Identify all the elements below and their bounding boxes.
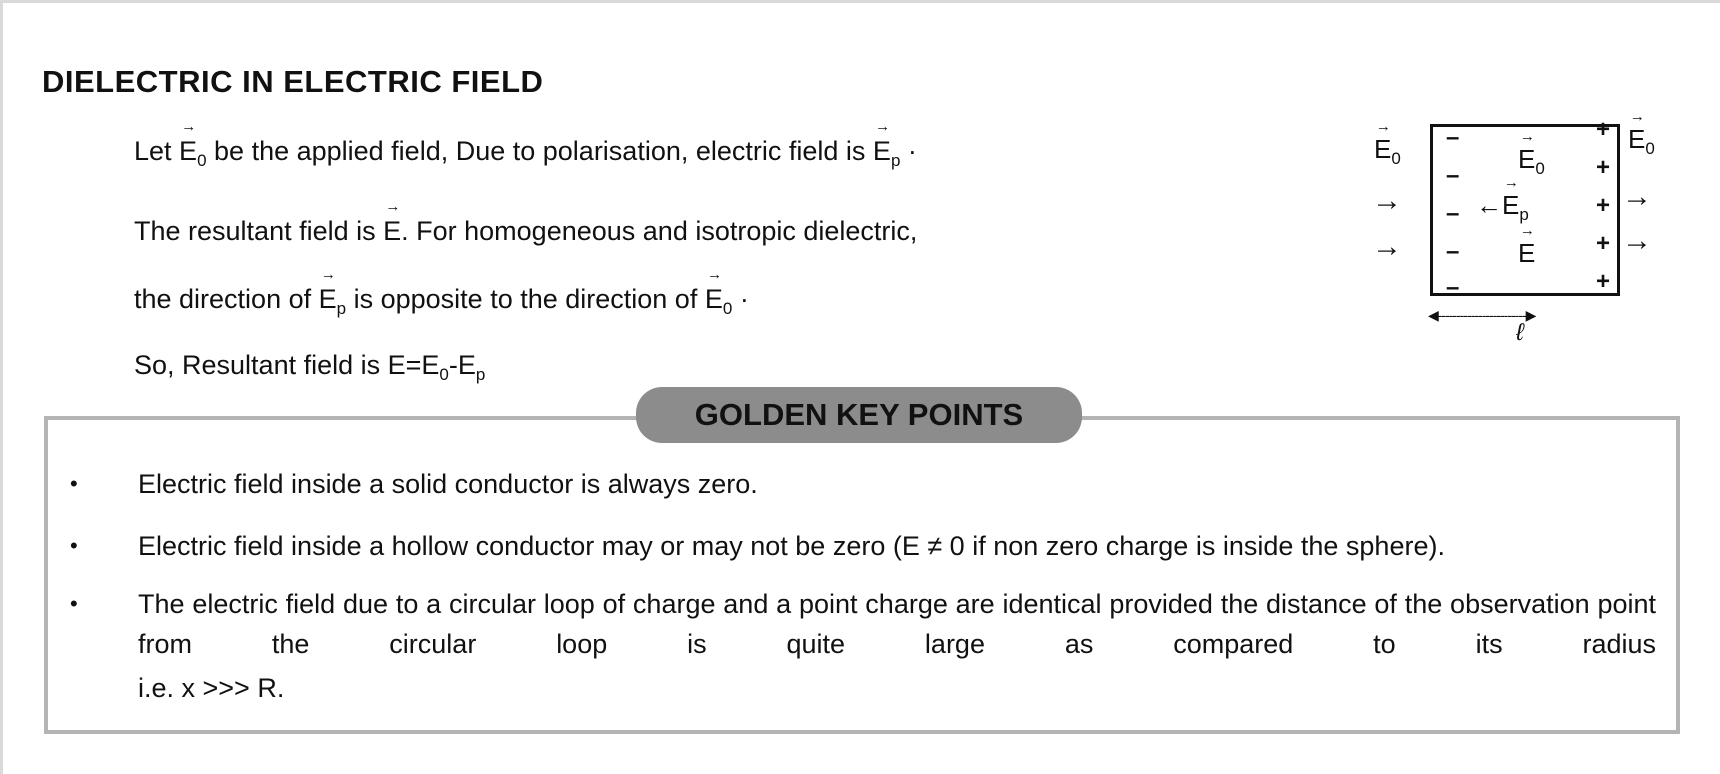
vector-E	[383, 216, 401, 247]
key-point-text: Electric field inside a solid conductor is always zero.	[138, 469, 758, 499]
length-label: ℓ	[1516, 319, 1524, 346]
arrow-right-icon: →	[1372, 184, 1402, 217]
bullet-icon: •	[70, 533, 78, 558]
para-line-2	[134, 216, 917, 247]
subscript-0: 0	[197, 151, 207, 170]
minus-sign: –	[1446, 274, 1460, 301]
vector-E0	[705, 284, 723, 315]
text-run: -E	[448, 350, 476, 380]
subscript-0: 0	[722, 299, 733, 318]
arrow-right-icon: →	[1622, 224, 1652, 257]
para-line-3	[134, 284, 749, 319]
vector-Ep	[319, 284, 337, 315]
plus-sign: +	[1596, 154, 1611, 181]
minus-sign: –	[1446, 238, 1460, 265]
text-run: Let	[134, 136, 180, 166]
symbol-E: E	[872, 136, 891, 166]
para-line-1	[134, 136, 917, 171]
subscript-0: 0	[439, 365, 449, 384]
minus-sign: –	[1446, 200, 1460, 227]
arrow-right-icon: →	[1372, 230, 1402, 263]
plus-sign: +	[1596, 192, 1611, 219]
plus-sign: +	[1596, 230, 1611, 257]
key-point-text: Electric field inside a hollow conductor may or may not be zero (E ≠ 0 if non zero charge is inside the sphere).	[138, 531, 1445, 561]
section-heading: DIELECTRIC IN ELECTRIC FIELD	[42, 64, 544, 99]
label-Ep-inside: ←→ $E_p$	[1476, 192, 1529, 228]
minus-sign: –	[1446, 162, 1460, 189]
dielectric-slab-figure	[1360, 110, 1690, 350]
symbol-E: E	[179, 136, 198, 166]
para-line-4	[134, 350, 485, 385]
bullet-icon: •	[70, 591, 78, 616]
key-point-text: i.e. x >>> R.	[138, 673, 285, 703]
subscript-p: p	[336, 299, 347, 318]
key-point-2	[70, 526, 1656, 566]
golden-key-points-banner: GOLDEN KEY POINTS	[636, 387, 1082, 443]
vector-Ep	[873, 136, 891, 167]
golden-key-points-box	[44, 416, 1680, 734]
text-run: ·	[900, 136, 917, 166]
key-point-3	[70, 584, 1656, 664]
plus-sign: +	[1596, 116, 1611, 143]
text-run: . For homogeneous and isotropic dielectric,	[401, 216, 918, 246]
key-point-text: The electric field due to a circular loop of charge and a point charge are identical provided the distance of the observation point from the circular loop is quite large as compared to its radius	[138, 589, 1656, 659]
text-run: The resultant field is	[134, 216, 384, 246]
label-E0-left: → $E_0$	[1374, 136, 1401, 172]
subscript-p: p	[475, 365, 486, 384]
arrow-right-icon: →	[1622, 180, 1652, 213]
text-run: So, Resultant field is E=E	[134, 350, 440, 380]
arrow-left-icon: ←	[1476, 190, 1502, 220]
label-E-inside: → E	[1518, 240, 1535, 266]
vector-E0	[179, 136, 197, 167]
length-arrow: ◀‐‐‐‐‐‐‐‐‐‐‐‐‐‐‐‐‐‐‐‐‐‐‐‐▶	[1428, 307, 1536, 323]
key-point-1	[70, 464, 1656, 504]
symbol-E: E	[383, 216, 402, 246]
symbol-E: E	[704, 284, 723, 314]
label-E0-right: → $E_0$	[1628, 126, 1655, 162]
text-run: be the applied field, Due to polarisation, electric field is	[206, 136, 873, 166]
symbol-E: E	[318, 284, 337, 314]
plus-sign: +	[1596, 268, 1611, 295]
key-point-3-cont	[138, 668, 1656, 708]
text-run: is opposite to the direction of	[346, 284, 705, 314]
bullet-icon: •	[70, 471, 78, 496]
text-run: ·	[732, 284, 749, 314]
subscript-p: p	[890, 151, 901, 170]
label-E0-inside: → $E_0$	[1518, 146, 1545, 182]
text-run: the direction of	[134, 284, 319, 314]
minus-sign: –	[1446, 124, 1460, 151]
